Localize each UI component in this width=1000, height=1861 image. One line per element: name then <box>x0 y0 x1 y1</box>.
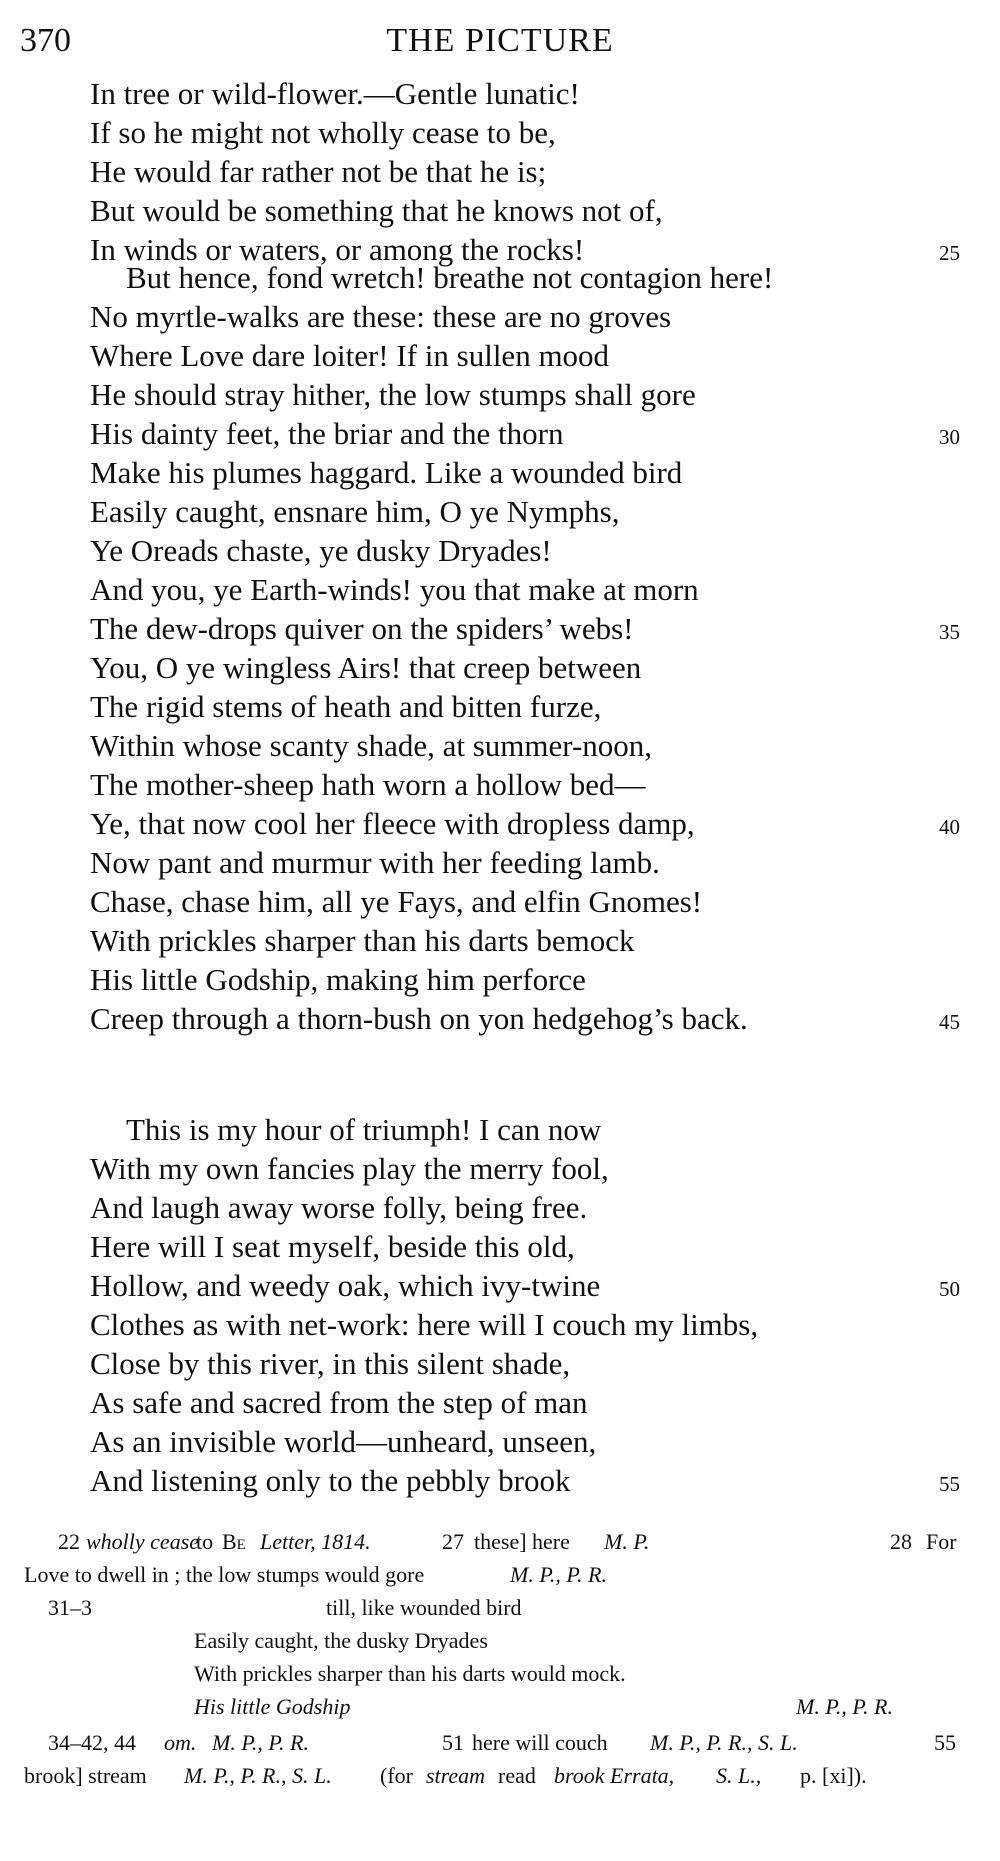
verse-text: His little Godship, making him perforce <box>90 962 586 997</box>
verse-line <box>90 74 960 113</box>
note-row <box>24 1657 970 1690</box>
verse-line <box>90 1422 960 1461</box>
note-row <box>24 1591 970 1624</box>
verse-line <box>90 960 960 999</box>
verse-text: Where Love dare loiter! If in sullen mood <box>90 338 610 373</box>
verse-text: Clothes as with net-work: here will I couch my limbs, <box>90 1307 759 1342</box>
running-title: THE PICTURE <box>386 22 614 59</box>
note-text: stream <box>426 1763 486 1788</box>
line-number: 25 <box>939 241 960 265</box>
note-source: M. P., P. R. <box>510 1562 607 1587</box>
note-source: M. P., P. R. <box>796 1694 893 1719</box>
line-number: 55 <box>939 1472 960 1496</box>
line-number: 45 <box>939 1010 960 1034</box>
note-row <box>24 1726 970 1759</box>
note-text: (for <box>380 1763 413 1788</box>
verse-line <box>90 375 960 414</box>
verse-line <box>90 336 960 375</box>
stanza <box>90 74 960 269</box>
verse-text: His dainty feet, the briar and the thorn <box>90 416 564 451</box>
note-source: M. P. <box>604 1529 650 1554</box>
verse-line <box>90 1188 960 1227</box>
note-ref: 28 <box>890 1529 912 1554</box>
note-text: For <box>926 1529 957 1554</box>
note-source: Letter, 1814. <box>260 1529 371 1554</box>
note-ref: 51 <box>442 1730 464 1755</box>
verse-line <box>90 113 960 152</box>
verse-text: Within whose scanty shade, at summer-noon, <box>90 728 653 763</box>
note-text: these] here <box>474 1529 570 1554</box>
verse-text: As an invisible world—unheard, unseen, <box>90 1424 597 1459</box>
note-text: here will couch <box>472 1730 608 1755</box>
verse-text: Close by this river, in this silent shade, <box>90 1346 571 1381</box>
note-text: wholly cease <box>86 1529 200 1554</box>
note-text: till, like wounded bird <box>326 1595 522 1620</box>
textual-notes <box>24 1525 970 1792</box>
note-row <box>24 1690 970 1726</box>
verse-text: With my own fancies play the merry fool, <box>90 1151 609 1186</box>
verse-line <box>90 1383 960 1422</box>
note-row <box>24 1759 970 1792</box>
verse-text: Ye Oreads chaste, ye dusky Dryades! <box>90 533 552 568</box>
verse-line <box>90 804 960 843</box>
verse-line <box>90 648 960 687</box>
verse-text: Now pant and murmur with her feeding lamb. <box>90 845 660 880</box>
verse-line <box>90 609 960 648</box>
verse-text: With prickles sharper than his darts bemock <box>90 923 635 958</box>
verse-text: Make his plumes haggard. Like a wounded bird <box>90 455 683 490</box>
verse-line <box>90 297 960 336</box>
note-text: Be <box>222 1529 246 1554</box>
verse-text: As safe and sacred from the step of man <box>90 1385 588 1420</box>
verse-text: He would far rather not be that he is; <box>90 154 547 189</box>
line-number: 40 <box>939 815 960 839</box>
note-row <box>24 1624 970 1657</box>
note-ref: 22 <box>58 1529 80 1554</box>
verse-line <box>90 1461 960 1500</box>
verse-line <box>90 258 960 297</box>
verse-line <box>90 453 960 492</box>
note-text: om. <box>164 1730 197 1755</box>
note-source: S. L., <box>716 1763 762 1788</box>
note-text: Easily caught, the dusky Dryades <box>194 1628 488 1653</box>
note-text: p. [xi]). <box>800 1763 867 1788</box>
verse-line <box>90 152 960 191</box>
verse-text: And listening only to the pebbly brook <box>90 1463 571 1498</box>
line-number: 50 <box>939 1277 960 1301</box>
verse-line <box>90 492 960 531</box>
note-ref: 31–3 <box>48 1595 92 1620</box>
note-source: M. P., P. R., S. L. <box>184 1763 332 1788</box>
page-number: 370 <box>20 22 71 59</box>
verse-text: In tree or wild-flower.—Gentle lunatic! <box>90 76 580 111</box>
verse-text: And you, ye Earth-winds! you that make at morn <box>90 572 699 607</box>
stanza <box>90 258 960 1038</box>
note-text: brook Errata, <box>554 1763 675 1788</box>
verse-text: You, O ye wingless Airs! that creep between <box>90 650 642 685</box>
line-number: 35 <box>939 620 960 644</box>
note-text: to <box>196 1529 214 1554</box>
verse-line <box>90 726 960 765</box>
verse-line <box>90 1305 960 1344</box>
verse-text: The dew-drops quiver on the spiders’ webs! <box>90 611 634 646</box>
verse-line <box>90 882 960 921</box>
page-header <box>20 18 980 66</box>
note-row <box>24 1558 970 1591</box>
verse-text: Creep through a thorn-bush on yon hedgehog’s back. <box>90 1001 748 1036</box>
note-text: brook] stream <box>24 1763 147 1788</box>
note-source: M. P., P. R., S. L. <box>650 1730 798 1755</box>
verse-text: Ye, that now cool her fleece with dropless damp, <box>90 806 695 841</box>
line-number: 30 <box>939 425 960 449</box>
verse-text: He should stray hither, the low stumps shall gore <box>90 377 696 412</box>
note-ref: 34–42, 44 <box>48 1730 136 1755</box>
verse-line <box>90 531 960 570</box>
note-row <box>24 1525 970 1558</box>
verse-line <box>90 843 960 882</box>
verse-text: The rigid stems of heath and bitten furze, <box>90 689 602 724</box>
note-text: Love to dwell in ; the low stumps would gore <box>24 1562 425 1587</box>
note-ref: 27 <box>442 1529 464 1554</box>
verse-line <box>90 1227 960 1266</box>
verse-line <box>90 191 960 230</box>
verse-line <box>90 570 960 609</box>
verse-text: This is my hour of triumph! I can now <box>126 1112 602 1147</box>
verse-text: Here will I seat myself, beside this old, <box>90 1229 575 1264</box>
verse-line <box>90 765 960 804</box>
verse-line <box>90 1149 960 1188</box>
verse-text: And laugh away worse folly, being free. <box>90 1190 588 1225</box>
verse-line <box>90 414 960 453</box>
verse-text: But hence, fond wretch! breathe not contagion here! <box>126 260 774 295</box>
verse-text: Hollow, and weedy oak, which ivy-twine <box>90 1268 601 1303</box>
stanza <box>90 1110 960 1500</box>
note-text: With prickles sharper than his darts would mock. <box>194 1661 626 1686</box>
verse-text: Easily caught, ensnare him, O ye Nymphs, <box>90 494 620 529</box>
note-source: M. P., P. R. <box>212 1730 309 1755</box>
verse-line <box>90 687 960 726</box>
verse-line <box>90 921 960 960</box>
verse-text: If so he might not wholly cease to be, <box>90 115 556 150</box>
verse-line <box>90 1344 960 1383</box>
verse-text: But would be something that he knows not of, <box>90 193 663 228</box>
verse-line <box>90 999 960 1038</box>
verse-text: Chase, chase him, all ye Fays, and elfin Gnomes! <box>90 884 703 919</box>
verse-text: No myrtle-walks are these: these are no groves <box>90 299 672 334</box>
verse-line <box>90 1266 960 1305</box>
verse-line <box>90 1110 960 1149</box>
note-ref: 55 <box>934 1730 956 1755</box>
verse-text: In winds or waters, or among the rocks! <box>90 232 585 267</box>
note-text: read <box>498 1763 536 1788</box>
note-text: His little Godship <box>194 1694 351 1719</box>
verse-text: The mother-sheep hath worn a hollow bed— <box>90 767 646 802</box>
